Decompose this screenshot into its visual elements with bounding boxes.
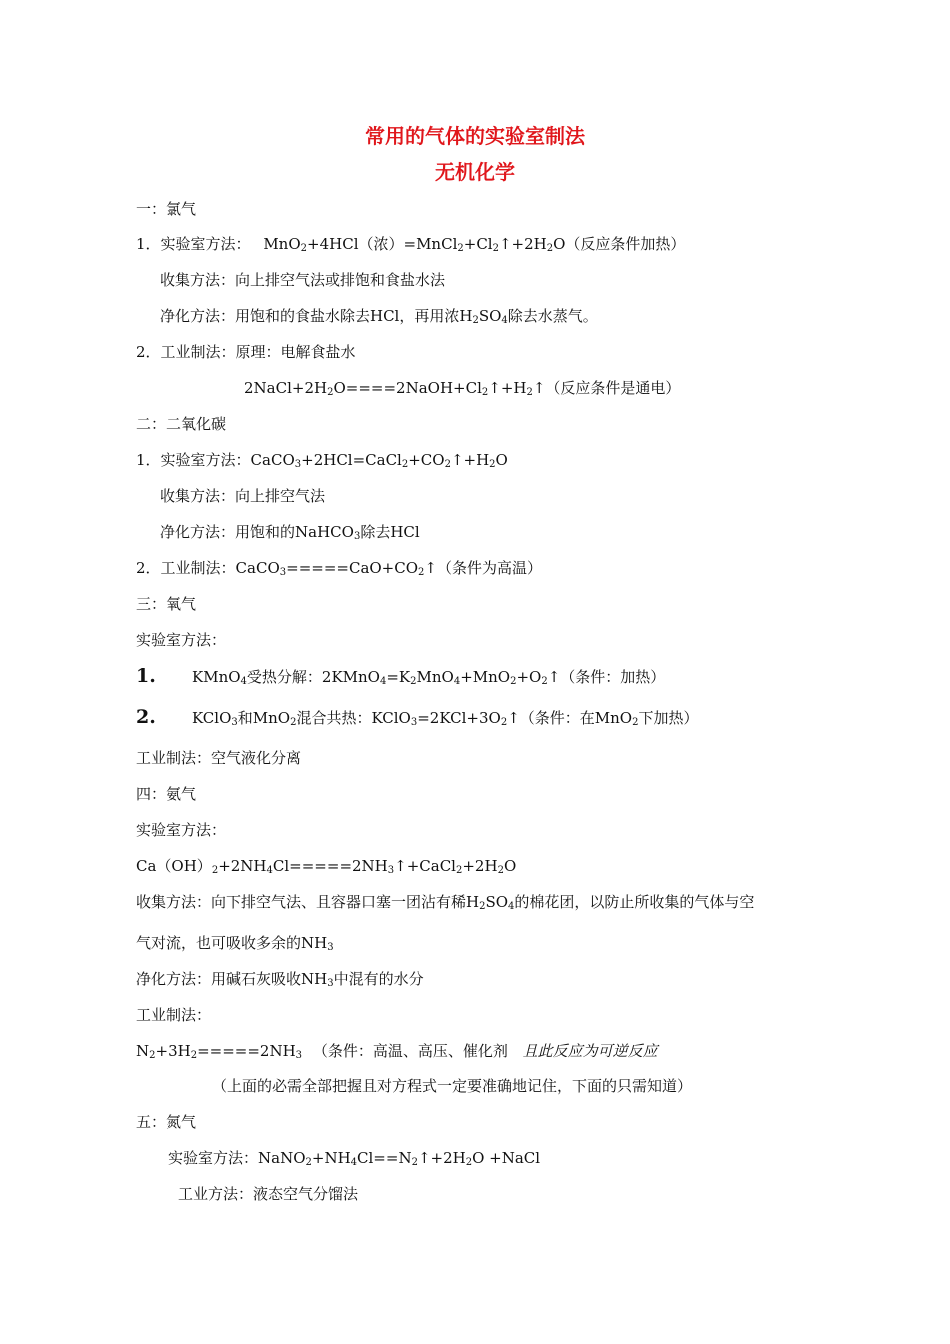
ammonia-collect-method: 收集方法：向下排空气法、且容器口塞一团沾有稀$H_2SO_4$的棉花团，以防止所收集的气体与空 xyxy=(136,893,755,912)
nitrogen-industrial-method: 工业方法：液态空气分馏法 xyxy=(178,1185,359,1203)
chlorine-lab-method: 1．实验室方法： MnO$_2$+4HCl（浓）$=MnCl_2+Cl_2↑+2H_2O$（反应条件加热） xyxy=(136,235,686,254)
chlorine-industrial-equation: $2NaCl+2H_2O====2NaOH+Cl_2↑+H_2↑$（反应条件是通电） xyxy=(244,379,681,398)
section-heading-chlorine: 一：氯气 xyxy=(136,200,197,218)
nitrogen-lab-method: 实验室方法：$NaNO_2+NH_4Cl==N_2↑+2H_2O$ +NaCl xyxy=(168,1149,541,1168)
chlorine-purify-method: 净化方法：用饱和的食盐水除去HCl，再用浓$H_2SO_4$除去水蒸气。 xyxy=(160,307,598,326)
ammonia-industrial-equation: $N_2+3H_2=====2NH_3$ （条件：高温、高压、催化剂 且此反应为可逆反应 xyxy=(136,1042,658,1061)
page-subtitle: 无机化学 xyxy=(435,160,515,184)
oxygen-industrial-method: 工业制法：空气液化分离 xyxy=(136,749,302,767)
co2-lab-method: 1．实验室方法：$CaCO_3+2HCl=CaCl_2+CO_2↑+H_2O$ xyxy=(136,451,508,470)
chlorine-industrial-method: 2．工业制法：原理：电解食盐水 xyxy=(136,343,356,361)
co2-collect-method: 收集方法：向上排空气法 xyxy=(160,487,326,505)
ammonia-purify-method: 净化方法：用碱石灰吸收$NH_3$中混有的水分 xyxy=(136,970,424,989)
ammonia-industrial-label: 工业制法： xyxy=(136,1006,212,1024)
item-number: 2. xyxy=(136,706,156,728)
page-title: 常用的气体的实验室制法 xyxy=(365,124,585,148)
co2-purify-method: 净化方法：用饱和的NaHCO$_3$除去HCl xyxy=(160,523,420,542)
ammonia-collect-method-cont: 气对流，也可吸收多余的$NH_3$ xyxy=(136,934,334,953)
item-number: 1. xyxy=(136,665,156,687)
reversible-note: 且此反应为可逆反应 xyxy=(522,1042,658,1060)
chlorine-collect-method: 收集方法：向上排空气法或排饱和食盐水法 xyxy=(160,271,446,289)
oxygen-lab-label: 实验室方法： xyxy=(136,631,227,649)
oxygen-method-1: 1. KMnO$_4$受热分解：$2KMnO_4=K_2MnO_4+MnO_2+O_2↑$（条件：加热） xyxy=(136,665,666,687)
co2-industrial-method: 2．工业制法：$CaCO_3=====CaO+CO_2↑$（条件为高温） xyxy=(136,559,542,578)
section-heading-nitrogen: 五：氮气 xyxy=(136,1113,197,1131)
memorize-note: （上面的必需全部把握且对方程式一定要准确地记住，下面的只需知道） xyxy=(212,1077,693,1095)
section-heading-ammonia: 四：氨气 xyxy=(136,785,197,803)
oxygen-method-2: 2. KClO$_3$和MnO$_2$混合共热：$KClO_3=2KCl+3O_2↑$（条件：在MnO$_2$下加热） xyxy=(136,706,699,728)
section-heading-co2: 二：二氧化碳 xyxy=(136,415,227,433)
ammonia-lab-label: 实验室方法： xyxy=(136,821,227,839)
ammonia-lab-equation: $Ca(OH)_2+2NH_4Cl=====2NH_3↑+CaCl_2+2H_2O$ xyxy=(136,857,517,876)
section-heading-oxygen: 三：氧气 xyxy=(136,595,197,613)
